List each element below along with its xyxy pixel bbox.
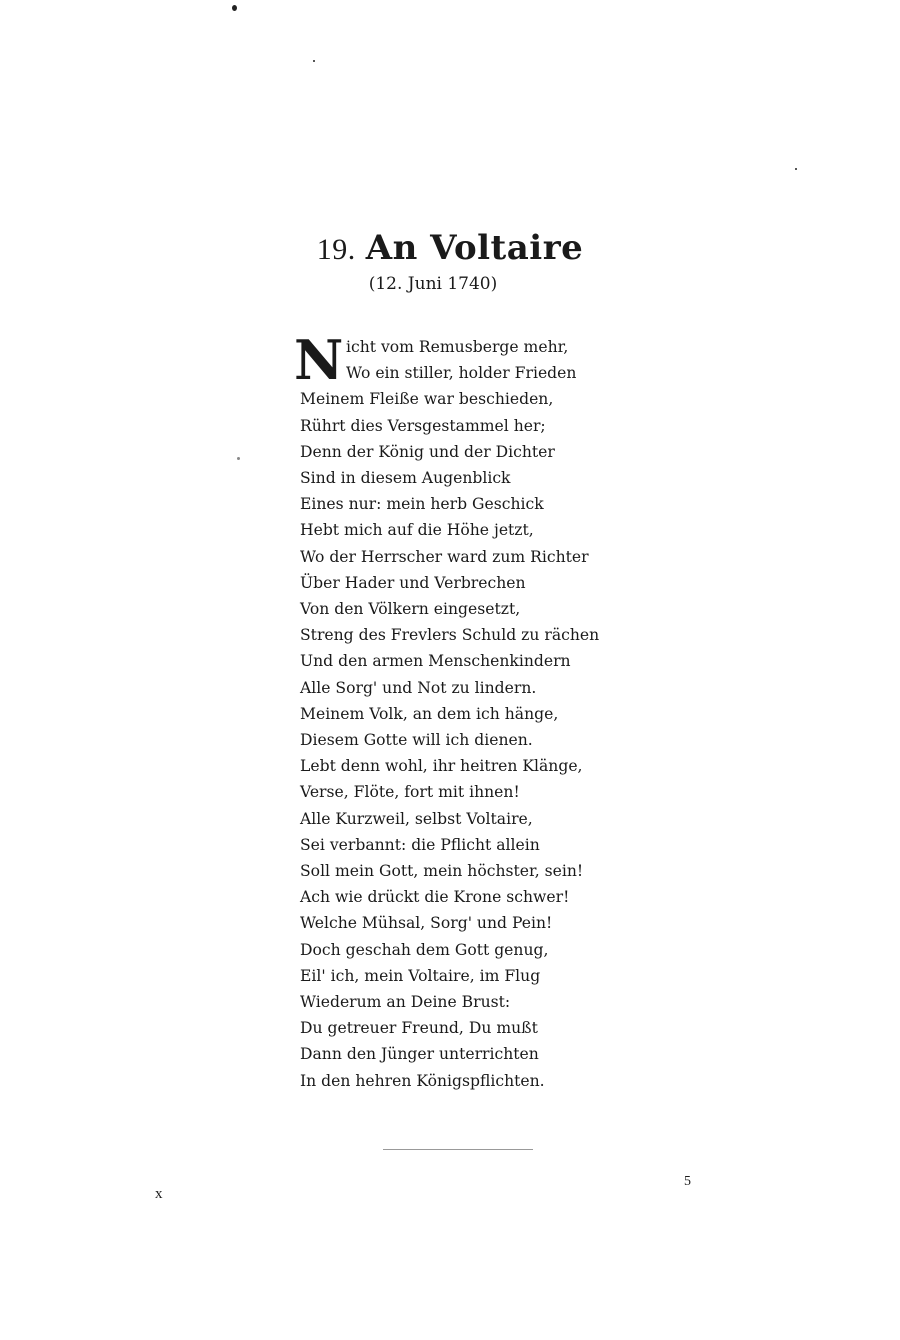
poem-line: Über Hader und Verbrechen (300, 573, 526, 592)
poem-line: Alle Kurzweil, selbst Voltaire, (300, 809, 533, 828)
poem-line: Sind in diesem Augenblick (300, 469, 511, 488)
poem-title-heading (0, 228, 900, 268)
poem-line: Doch geschah dem Gott genug, (300, 940, 549, 959)
poem-line: Wiederum an Deine Brust: (300, 993, 511, 1012)
poem-line: Denn der König und der Dichter (300, 442, 555, 461)
poem-line: Du getreuer Freund, Du mußt (300, 1019, 538, 1038)
poem-line: Soll mein Gott, mein höchster, sein! (300, 862, 584, 881)
page-number: 5 (684, 1174, 691, 1189)
scan-speck (313, 60, 315, 62)
poem-line: Rührt dies Versgestammel her; (300, 416, 546, 435)
poem-line: Streng des Frevlers Schuld zu rächen (300, 626, 600, 645)
poem-line: Hebt mich auf die Höhe jetzt, (300, 521, 534, 540)
poem-line: Welche Mühsal, Sorg' und Pein! (300, 914, 553, 933)
poem-line: Dann den Jünger unterrichten (300, 1045, 539, 1064)
drop-cap: N (294, 328, 344, 392)
poem-line: Eines nur: mein herb Geschick (300, 495, 544, 514)
poem-line: Sei verbannt: die Pflicht allein (300, 835, 540, 854)
poem-line: Lebt denn wohl, ihr heitren Klänge, (300, 757, 583, 776)
poem-title: An Voltaire (365, 228, 584, 268)
poem-line: Wo der Herrscher ward zum Richter (300, 547, 589, 566)
poem-line: In den hehren Königspflichten. (300, 1071, 545, 1090)
poem-line: icht vom Remusberge mehr, (346, 338, 569, 356)
poem-body (294, 328, 640, 1094)
end-divider (383, 1149, 533, 1150)
poem-line: Alle Sorg' und Not zu lindern. (300, 678, 537, 697)
poem-date: (12. Juni 1740) (368, 274, 498, 294)
poem-number: 19. (316, 233, 356, 266)
poem-line: Eil' ich, mein Voltaire, im Flug (300, 966, 541, 985)
poem-line: Ach wie drückt die Krone schwer! (300, 888, 570, 907)
scan-speck (232, 5, 237, 11)
scan-speck (237, 457, 240, 460)
poem-line: Wo ein stiller, holder Frieden (346, 364, 577, 383)
poem-line: Diesem Gotte will ich dienen. (300, 731, 533, 750)
poem-line: Meinem Fleiße war beschieden, (300, 390, 554, 409)
poem-line: Verse, Flöte, fort mit ihnen! (300, 783, 520, 802)
signature-mark: x (155, 1186, 163, 1202)
poem-line: Meinem Volk, an dem ich hänge, (300, 704, 559, 723)
poem-line: Von den Völkern eingesetzt, (300, 600, 521, 619)
scan-speck (795, 168, 797, 170)
poem-line: Und den armen Menschenkindern (300, 652, 571, 671)
